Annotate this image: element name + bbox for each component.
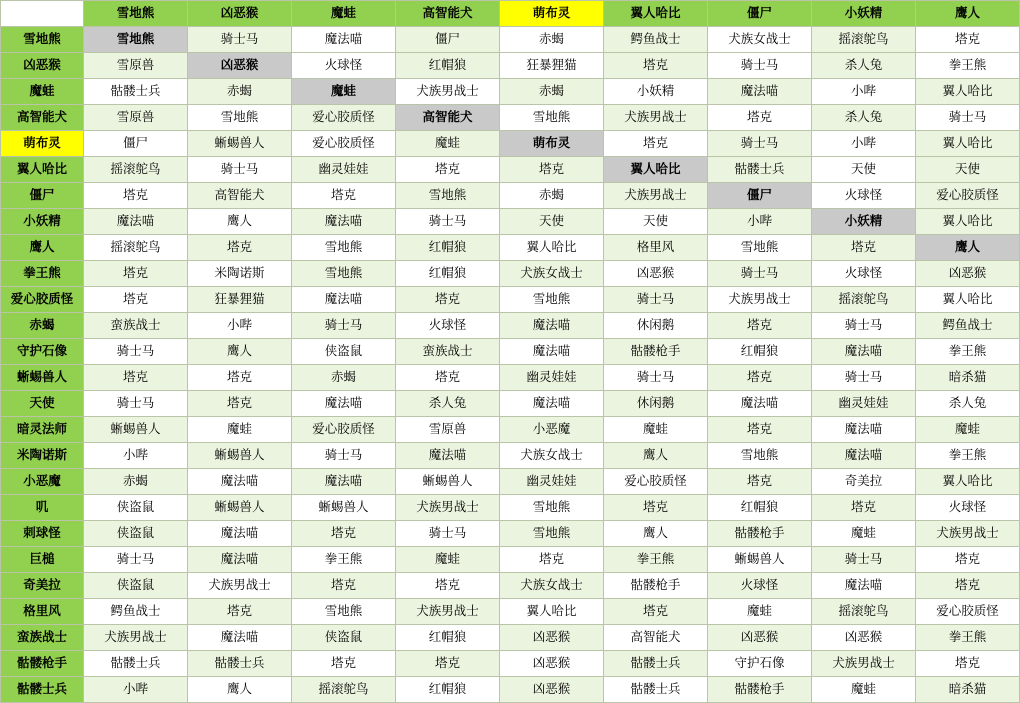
column-header-4[interactable]: 高智能犬 — [396, 1, 500, 27]
matrix-cell: 犬族男战士 — [604, 183, 708, 209]
matrix-cell: 杀人兔 — [812, 53, 916, 79]
matrix-cell: 魔法喵 — [812, 443, 916, 469]
matrix-cell: 骑士马 — [812, 365, 916, 391]
matrix-cell: 骑士马 — [708, 131, 812, 157]
matrix-cell: 蛮族战士 — [396, 339, 500, 365]
matrix-cell: 骑士马 — [708, 53, 812, 79]
matrix-cell: 塔克 — [84, 287, 188, 313]
matrix-cell: 狂暴狸猫 — [500, 53, 604, 79]
row-header-6[interactable]: 翼人哈比 — [1, 157, 84, 183]
matrix-cell: 塔克 — [188, 365, 292, 391]
matrix-cell: 爱心胶质怪 — [604, 469, 708, 495]
matrix-cell: 雪地熊 — [396, 183, 500, 209]
matrix-cell: 天使 — [604, 209, 708, 235]
matrix-cell: 塔克 — [292, 183, 396, 209]
matrix-cell: 僵尸 — [708, 183, 812, 209]
matrix-cell: 雪地熊 — [500, 105, 604, 131]
matrix-cell: 骑士马 — [812, 313, 916, 339]
matrix-cell: 塔克 — [708, 105, 812, 131]
matrix-cell: 骷髅士兵 — [188, 651, 292, 677]
matrix-cell: 魔法喵 — [84, 209, 188, 235]
matrix-cell: 骑士马 — [604, 365, 708, 391]
matrix-cell: 格里风 — [604, 235, 708, 261]
matrix-cell: 蜥蜴兽人 — [188, 495, 292, 521]
matrix-cell: 鹰人 — [604, 521, 708, 547]
matrix-cell: 凶恶猴 — [916, 261, 1020, 287]
matrix-cell: 杀人兔 — [916, 391, 1020, 417]
matrix-cell: 幽灵娃娃 — [500, 365, 604, 391]
table-row — [1, 521, 1020, 547]
matrix-cell: 翼人哈比 — [500, 599, 604, 625]
matrix-cell: 骑士马 — [84, 391, 188, 417]
matrix-cell: 蜥蜴兽人 — [188, 443, 292, 469]
table-row — [1, 599, 1020, 625]
row-header-11[interactable]: 爱心胶质怪 — [1, 287, 84, 313]
row-header-18[interactable]: 小恶魔 — [1, 469, 84, 495]
matrix-cell: 魔法喵 — [188, 547, 292, 573]
matrix-cell: 红帽狼 — [708, 339, 812, 365]
matrix-cell: 爱心胶质怪 — [292, 131, 396, 157]
matrix-cell: 骑士马 — [84, 339, 188, 365]
row-header-3[interactable]: 魔蛙 — [1, 79, 84, 105]
matrix-cell: 塔克 — [292, 651, 396, 677]
matrix-cell: 塔克 — [188, 235, 292, 261]
matrix-cell: 摇滚鸵鸟 — [812, 599, 916, 625]
matrix-cell: 骑士马 — [708, 261, 812, 287]
matrix-cell: 塔克 — [500, 157, 604, 183]
matrix-cell: 红帽狼 — [396, 677, 500, 703]
matrix-cell: 塔克 — [84, 183, 188, 209]
matrix-cell: 幽灵娃娃 — [500, 469, 604, 495]
matrix-cell: 雪地熊 — [292, 235, 396, 261]
matrix-cell: 火球怪 — [708, 573, 812, 599]
row-header-25[interactable]: 骷髅枪手 — [1, 651, 84, 677]
matrix-cell: 拳王熊 — [604, 547, 708, 573]
matrix-cell: 犬族男战士 — [916, 521, 1020, 547]
matrix-cell: 犬族男战士 — [396, 599, 500, 625]
matrix-cell: 魔蛙 — [188, 417, 292, 443]
matrix-cell: 雪地熊 — [500, 287, 604, 313]
matrix-cell: 骷髅枪手 — [604, 339, 708, 365]
table-row — [1, 183, 1020, 209]
column-header-7[interactable]: 僵尸 — [708, 1, 812, 27]
matrix-cell: 爱心胶质怪 — [916, 599, 1020, 625]
matrix-cell: 赤蝎 — [500, 27, 604, 53]
matrix-cell: 小哔 — [708, 209, 812, 235]
matrix-cell: 侠盗鼠 — [84, 573, 188, 599]
matrix-cell: 暗杀猫 — [916, 365, 1020, 391]
matrix-cell: 塔克 — [500, 547, 604, 573]
matrix-cell: 拳王熊 — [916, 625, 1020, 651]
matrix-cell: 火球怪 — [292, 53, 396, 79]
matrix-cell: 雪地熊 — [500, 521, 604, 547]
matrix-cell: 骑士马 — [812, 547, 916, 573]
row-header-24[interactable]: 蛮族战士 — [1, 625, 84, 651]
matrix-cell: 凶恶猴 — [708, 625, 812, 651]
matrix-cell: 拳王熊 — [916, 53, 1020, 79]
matrix-cell: 魔法喵 — [292, 391, 396, 417]
row-header-14[interactable]: 蜥蜴兽人 — [1, 365, 84, 391]
row-header-22[interactable]: 奇美拉 — [1, 573, 84, 599]
matrix-cell: 骑士马 — [188, 27, 292, 53]
matrix-cell: 魔法喵 — [188, 625, 292, 651]
row-header-10[interactable]: 拳王熊 — [1, 261, 84, 287]
matrix-cell: 骷髅枪手 — [604, 573, 708, 599]
matrix-cell: 拳王熊 — [916, 443, 1020, 469]
matrix-cell: 赤蝎 — [500, 79, 604, 105]
table-row — [1, 209, 1020, 235]
matrix-cell: 米陶诺斯 — [188, 261, 292, 287]
matrix-cell: 翼人哈比 — [500, 235, 604, 261]
table-row — [1, 261, 1020, 287]
matrix-cell: 小恶魔 — [500, 417, 604, 443]
matrix-cell: 犬族男战士 — [188, 573, 292, 599]
matrix-cell: 雪地熊 — [708, 235, 812, 261]
matrix-cell: 杀人兔 — [396, 391, 500, 417]
matrix-cell: 魔法喵 — [500, 391, 604, 417]
matrix-cell: 骷髅枪手 — [708, 677, 812, 703]
matrix-cell: 塔克 — [292, 521, 396, 547]
matrix-cell: 雪原兽 — [396, 417, 500, 443]
matrix-cell: 侠盗鼠 — [84, 495, 188, 521]
matrix-cell: 塔克 — [84, 365, 188, 391]
matrix-cell: 魔法喵 — [500, 339, 604, 365]
matrix-cell: 骑士马 — [292, 443, 396, 469]
matrix-cell: 魔法喵 — [708, 79, 812, 105]
matrix-cell: 红帽狼 — [396, 625, 500, 651]
matrix-cell: 魔法喵 — [292, 209, 396, 235]
matrix-cell: 翼人哈比 — [916, 131, 1020, 157]
matrix-cell: 塔克 — [188, 391, 292, 417]
table-row — [1, 391, 1020, 417]
row-header-21[interactable]: 巨槌 — [1, 547, 84, 573]
matrix-cell: 骷髅士兵 — [84, 651, 188, 677]
matrix-cell: 奇美拉 — [812, 469, 916, 495]
matrix-cell: 凶恶猴 — [188, 53, 292, 79]
matrix-cell: 红帽狼 — [396, 235, 500, 261]
matrix-cell: 天使 — [916, 157, 1020, 183]
table-row — [1, 651, 1020, 677]
matrix-cell: 小哔 — [84, 443, 188, 469]
row-header-16[interactable]: 暗灵法师 — [1, 417, 84, 443]
matrix-cell: 侠盗鼠 — [292, 625, 396, 651]
row-header-12[interactable]: 赤蝎 — [1, 313, 84, 339]
matrix-cell: 凶恶猴 — [500, 651, 604, 677]
matrix-cell: 塔克 — [708, 417, 812, 443]
matrix-cell: 火球怪 — [812, 183, 916, 209]
matrix-cell: 魔法喵 — [292, 287, 396, 313]
table-row — [1, 365, 1020, 391]
matrix-cell: 凶恶猴 — [500, 677, 604, 703]
matrix-cell: 雪地熊 — [708, 443, 812, 469]
matrix-cell: 魔法喵 — [396, 443, 500, 469]
matrix-cell: 塔克 — [188, 599, 292, 625]
table-row — [1, 469, 1020, 495]
matrix-cell: 鳄鱼战士 — [604, 27, 708, 53]
matrix-cell: 蜥蜴兽人 — [708, 547, 812, 573]
matrix-cell: 犬族女战士 — [500, 443, 604, 469]
matrix-corner-cell — [1, 1, 84, 27]
matrix-cell: 骷髅士兵 — [604, 677, 708, 703]
row-header-1[interactable]: 雪地熊 — [1, 27, 84, 53]
matrix-cell: 侠盗鼠 — [292, 339, 396, 365]
matrix-cell: 塔克 — [292, 573, 396, 599]
matrix-cell: 小哔 — [812, 79, 916, 105]
matrix-cell: 火球怪 — [916, 495, 1020, 521]
row-header-17[interactable]: 米陶诺斯 — [1, 443, 84, 469]
table-row — [1, 417, 1020, 443]
matrix-cell: 休闲鹅 — [604, 391, 708, 417]
matrix-cell: 小哔 — [188, 313, 292, 339]
table-row — [1, 677, 1020, 703]
matrix-cell: 凶恶猴 — [500, 625, 604, 651]
matrix-cell: 雪地熊 — [500, 495, 604, 521]
row-header-20[interactable]: 刺球怪 — [1, 521, 84, 547]
matrix-cell: 红帽狼 — [708, 495, 812, 521]
matrix-cell: 翼人哈比 — [916, 209, 1020, 235]
matrix-cell: 休闲鹅 — [604, 313, 708, 339]
matrix-cell: 塔克 — [708, 469, 812, 495]
row-header-5[interactable]: 萌布灵 — [1, 131, 84, 157]
table-row — [1, 131, 1020, 157]
matrix-cell: 鹰人 — [916, 235, 1020, 261]
table-row — [1, 573, 1020, 599]
table-row — [1, 495, 1020, 521]
matrix-cell: 魔蛙 — [916, 417, 1020, 443]
row-header-26[interactable]: 骷髅士兵 — [1, 677, 84, 703]
matrix-cell: 骷髅枪手 — [708, 521, 812, 547]
matrix-cell: 塔克 — [916, 547, 1020, 573]
row-header-13[interactable]: 守护石像 — [1, 339, 84, 365]
matrix-cell: 凶恶猴 — [812, 625, 916, 651]
matrix-cell: 犬族女战士 — [500, 261, 604, 287]
matrix-cell: 狂暴狸猫 — [188, 287, 292, 313]
matrix-cell: 骑士马 — [916, 105, 1020, 131]
matrix-cell: 犬族女战士 — [708, 27, 812, 53]
matrix-cell: 魔法喵 — [500, 313, 604, 339]
matrix-cell: 守护石像 — [708, 651, 812, 677]
matrix-cell: 翼人哈比 — [604, 157, 708, 183]
matrix-cell: 魔蛙 — [396, 131, 500, 157]
matrix-cell: 萌布灵 — [500, 131, 604, 157]
column-header-8[interactable]: 小妖精 — [812, 1, 916, 27]
matrix-cell: 塔克 — [604, 495, 708, 521]
table-row — [1, 443, 1020, 469]
column-header-3[interactable]: 魔蛙 — [292, 1, 396, 27]
row-header-23[interactable]: 格里风 — [1, 599, 84, 625]
matrix-cell: 翼人哈比 — [916, 469, 1020, 495]
matrix-cell: 小妖精 — [812, 209, 916, 235]
matrix-cell: 火球怪 — [396, 313, 500, 339]
table-row — [1, 157, 1020, 183]
matrix-cell: 魔蛙 — [812, 521, 916, 547]
matrix-cell: 骷髅士兵 — [708, 157, 812, 183]
matrix-cell: 蜥蜴兽人 — [188, 131, 292, 157]
matrix-cell: 骑士马 — [604, 287, 708, 313]
matrix-cell: 骷髅士兵 — [84, 79, 188, 105]
matrix-cell: 摇滚鸵鸟 — [84, 235, 188, 261]
matrix-cell: 雪原兽 — [84, 53, 188, 79]
matrix-cell: 僵尸 — [396, 27, 500, 53]
matrix-cell: 红帽狼 — [396, 53, 500, 79]
matrix-cell: 小妖精 — [604, 79, 708, 105]
matrix-cell: 高智能犬 — [188, 183, 292, 209]
matrix-cell: 蜥蜴兽人 — [292, 495, 396, 521]
matrix-header-row — [1, 1, 1020, 27]
table-row — [1, 27, 1020, 53]
column-header-1[interactable]: 雪地熊 — [84, 1, 188, 27]
matrix-cell: 摇滚鸵鸟 — [812, 287, 916, 313]
matrix-cell: 小哔 — [812, 131, 916, 157]
matrix-cell: 塔克 — [812, 235, 916, 261]
column-header-2[interactable]: 凶恶猴 — [188, 1, 292, 27]
matrix-cell: 高智能犬 — [604, 625, 708, 651]
matrix-cell: 犬族男战士 — [396, 495, 500, 521]
matrix-cell: 塔克 — [604, 53, 708, 79]
matrix-cell: 小哔 — [84, 677, 188, 703]
matrix-cell: 拳王熊 — [292, 547, 396, 573]
matrix-cell: 塔克 — [916, 27, 1020, 53]
matrix-cell: 雪地熊 — [84, 27, 188, 53]
matrix-cell: 塔克 — [916, 573, 1020, 599]
matrix-cell: 赤蝎 — [84, 469, 188, 495]
matrix-cell: 鳄鱼战士 — [916, 313, 1020, 339]
matrix-cell: 蜥蜴兽人 — [84, 417, 188, 443]
matrix-cell: 摇滚鸵鸟 — [84, 157, 188, 183]
matrix-cell: 骑士马 — [396, 209, 500, 235]
matrix-cell: 翼人哈比 — [916, 287, 1020, 313]
column-header-5[interactable]: 萌布灵 — [500, 1, 604, 27]
matrix-cell: 魔蛙 — [812, 677, 916, 703]
matrix-cell: 红帽狼 — [396, 261, 500, 287]
matrix-cell: 雪原兽 — [84, 105, 188, 131]
matrix-cell: 凶恶猴 — [604, 261, 708, 287]
matrix-cell: 鳄鱼战士 — [84, 599, 188, 625]
matrix-cell: 塔克 — [708, 365, 812, 391]
table-row — [1, 287, 1020, 313]
matrix-cell: 犬族男战士 — [812, 651, 916, 677]
matrix-cell: 魔法喵 — [708, 391, 812, 417]
matrix-cell: 鹰人 — [188, 209, 292, 235]
matrix-cell: 犬族女战士 — [500, 573, 604, 599]
matrix-cell: 雪地熊 — [188, 105, 292, 131]
row-header-4[interactable]: 高智能犬 — [1, 105, 84, 131]
matrix-cell: 魔法喵 — [812, 417, 916, 443]
matrix-cell: 爱心胶质怪 — [292, 417, 396, 443]
matrix-cell: 蜥蜴兽人 — [396, 469, 500, 495]
matrix-cell: 塔克 — [396, 157, 500, 183]
matrix-cell: 天使 — [500, 209, 604, 235]
row-header-8[interactable]: 小妖精 — [1, 209, 84, 235]
matrix-cell: 雪地熊 — [292, 261, 396, 287]
matrix-cell: 暗杀猫 — [916, 677, 1020, 703]
matrix-cell: 爱心胶质怪 — [916, 183, 1020, 209]
table-row — [1, 79, 1020, 105]
matrix-cell: 火球怪 — [812, 261, 916, 287]
matrix-cell: 拳王熊 — [916, 339, 1020, 365]
matrix-cell: 摇滚鸵鸟 — [292, 677, 396, 703]
matrix-cell: 魔蛙 — [396, 547, 500, 573]
matrix-cell: 摇滚鸵鸟 — [812, 27, 916, 53]
matrix-cell: 犬族男战士 — [604, 105, 708, 131]
matrix-cell: 塔克 — [916, 651, 1020, 677]
matrix-cell: 鹰人 — [188, 677, 292, 703]
table-row — [1, 53, 1020, 79]
table-row — [1, 339, 1020, 365]
matrix-cell: 塔克 — [396, 573, 500, 599]
matrix-cell: 魔法喵 — [812, 339, 916, 365]
matrix-cell: 塔克 — [708, 313, 812, 339]
matrix-cell: 魔法喵 — [188, 469, 292, 495]
matrix-cell: 赤蝎 — [188, 79, 292, 105]
matrix-cell: 骑士马 — [188, 157, 292, 183]
row-header-19[interactable]: 叽 — [1, 495, 84, 521]
matrix-cell: 魔蛙 — [708, 599, 812, 625]
matrix-cell: 雪地熊 — [292, 599, 396, 625]
matrix-cell: 鹰人 — [188, 339, 292, 365]
matrix-cell: 骑士马 — [292, 313, 396, 339]
matrix-cell: 侠盗鼠 — [84, 521, 188, 547]
matrix-cell: 骑士马 — [396, 521, 500, 547]
matrix-cell: 天使 — [812, 157, 916, 183]
matrix-cell: 鹰人 — [604, 443, 708, 469]
row-header-2[interactable]: 凶恶猴 — [1, 53, 84, 79]
matrix-cell: 塔克 — [396, 365, 500, 391]
matrix-cell: 魔法喵 — [292, 469, 396, 495]
matrix-cell: 塔克 — [396, 651, 500, 677]
table-row — [1, 313, 1020, 339]
matrix-cell: 骷髅士兵 — [604, 651, 708, 677]
matrix-cell: 魔法喵 — [292, 27, 396, 53]
matrix-cell: 塔克 — [812, 495, 916, 521]
matrix-cell: 僵尸 — [84, 131, 188, 157]
matrix-cell: 塔克 — [84, 261, 188, 287]
matrix-cell: 魔法喵 — [188, 521, 292, 547]
matrix-cell: 犬族男战士 — [708, 287, 812, 313]
matrix-cell: 塔克 — [604, 599, 708, 625]
matrix-cell: 魔法喵 — [812, 573, 916, 599]
row-header-7[interactable]: 僵尸 — [1, 183, 84, 209]
matrix-cell: 幽灵娃娃 — [292, 157, 396, 183]
matrix-cell: 幽灵娃娃 — [812, 391, 916, 417]
matrix-cell: 犬族男战士 — [396, 79, 500, 105]
column-header-6[interactable]: 翼人哈比 — [604, 1, 708, 27]
matrix-cell: 高智能犬 — [396, 105, 500, 131]
row-header-9[interactable]: 鹰人 — [1, 235, 84, 261]
matrix-cell: 爱心胶质怪 — [292, 105, 396, 131]
matrix-cell: 骑士马 — [84, 547, 188, 573]
column-header-9[interactable]: 鹰人 — [916, 1, 1020, 27]
row-header-15[interactable]: 天使 — [1, 391, 84, 417]
matrix-cell: 杀人兔 — [812, 105, 916, 131]
table-row — [1, 625, 1020, 651]
matrix-cell: 魔蛙 — [604, 417, 708, 443]
matrix-cell: 蛮族战士 — [84, 313, 188, 339]
table-row — [1, 547, 1020, 573]
matrix-cell: 犬族男战士 — [84, 625, 188, 651]
matrix-cell: 塔克 — [396, 287, 500, 313]
matrix-cell: 翼人哈比 — [916, 79, 1020, 105]
table-row — [1, 235, 1020, 261]
matrix-cell: 塔克 — [604, 131, 708, 157]
matrix-cell: 赤蝎 — [500, 183, 604, 209]
matrix-cell: 魔蛙 — [292, 79, 396, 105]
table-row — [1, 105, 1020, 131]
matrix-cell: 赤蝎 — [292, 365, 396, 391]
